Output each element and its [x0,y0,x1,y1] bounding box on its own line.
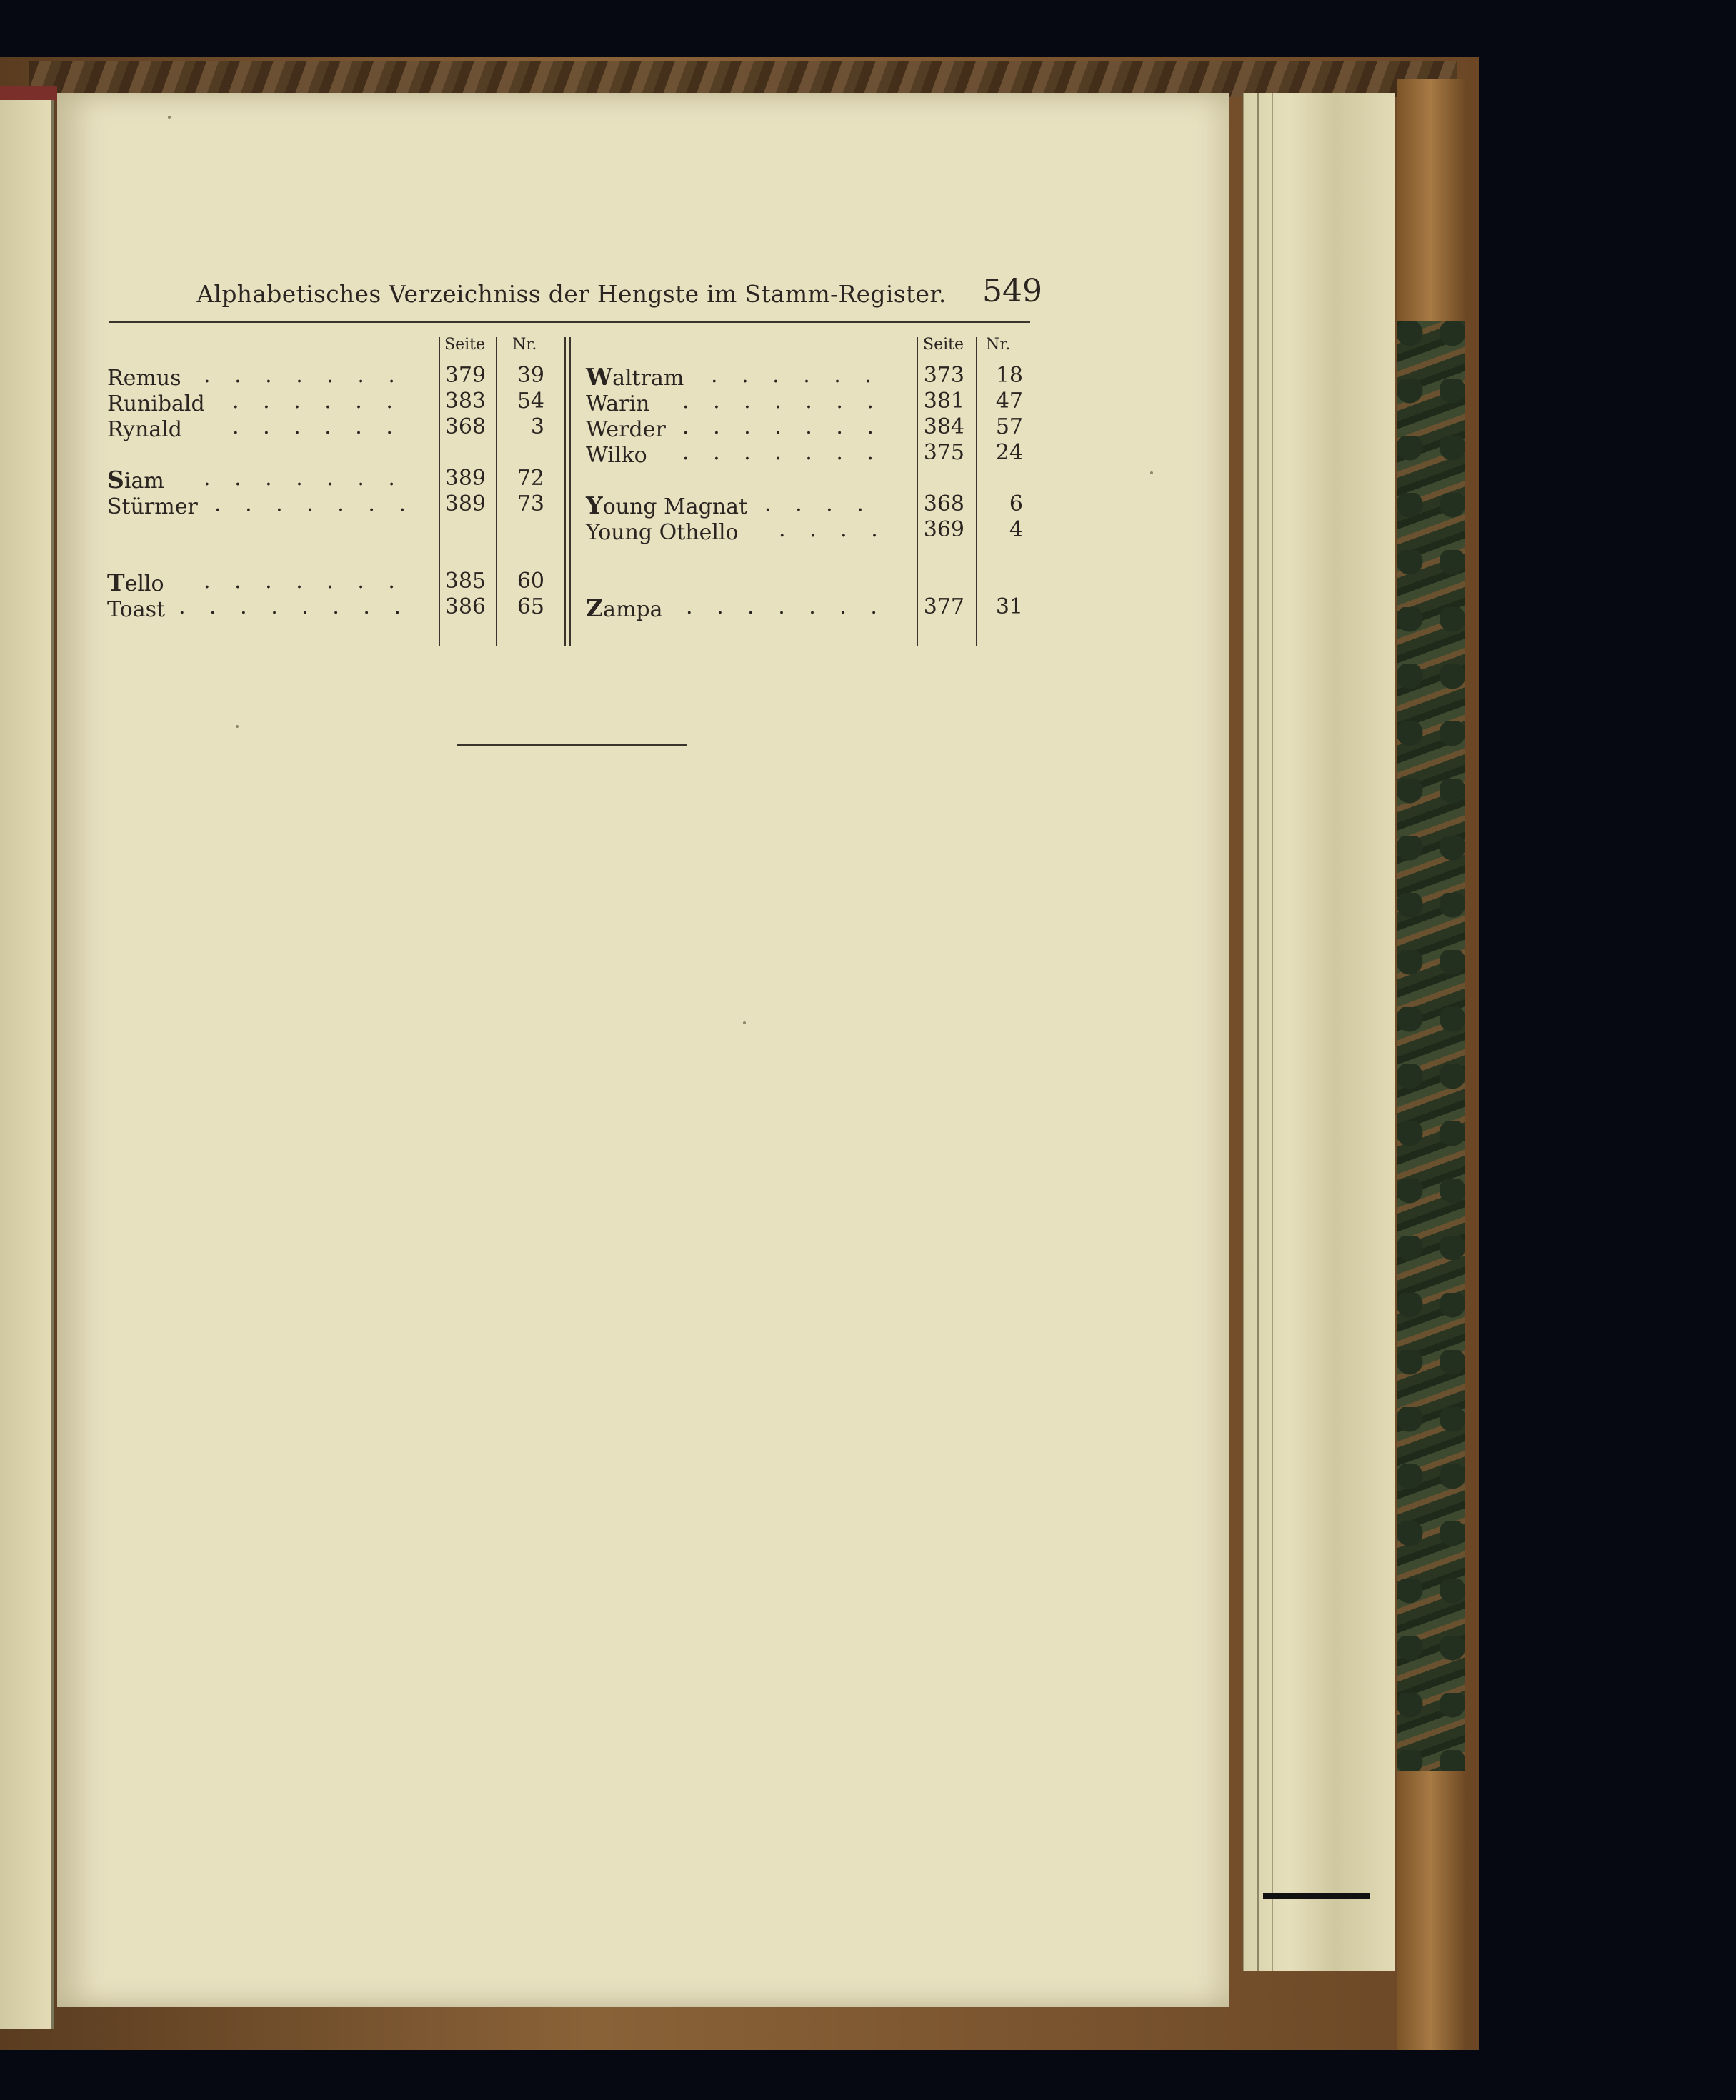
index-row: Toast . . . . . . . . 386 65 [107,594,544,622]
entry-nr: 4 [1009,517,1023,542]
entry-name: Toast [107,597,166,622]
paper-speck [1150,471,1153,474]
entry-nr: 24 [995,440,1023,465]
entry-nr: 65 [517,594,544,619]
entry-name: Young Magnat [586,491,748,519]
entry-name: Tello [107,569,164,596]
entry-nr: 60 [517,569,544,594]
index-row: Werder . . . . . . . 384 57 [586,414,1023,442]
entry-nr: 6 [1009,491,1023,516]
entry-nr: 39 [517,363,544,388]
page-block-edge [1243,93,1395,1971]
index-row: Runibald . . . . . . 383 54 [107,389,544,416]
entry-nr: 54 [517,389,544,414]
entry-seite: 379 [444,363,486,388]
entry-seite: 386 [444,594,486,619]
entry-name: Remus [107,366,181,391]
index-row: Zampa . . . . . . . 377 31 [586,594,1023,622]
spine-leather-bottom [1397,1771,1465,2050]
center-double-divider-2 [569,337,571,646]
end-rule [457,744,687,746]
entry-seite: 384 [923,414,964,439]
entry-seite: 383 [444,389,486,414]
entry-name: Rynald [107,417,183,442]
marbled-board [1397,321,1465,1786]
center-double-divider [564,337,566,646]
paper-speck [168,116,171,119]
index-row: Rynald . . . . . . 368 3 [107,414,544,442]
index-row: Remus . . . . . . . 379 39 [107,363,544,391]
header-rule [109,321,1030,323]
index-row: Wilko . . . . . . . 375 24 [586,440,1023,468]
running-header: Alphabetisches Verzeichniss der Hengste im Stamm-Register. [196,280,947,308]
entry-seite: 369 [923,517,964,542]
page-number: 549 [982,273,1042,309]
entry-name: Warin [586,391,650,416]
entry-name: Zampa [586,594,663,622]
entry-seite: 375 [923,440,964,465]
entry-seite: 389 [444,491,486,516]
entry-name: Runibald [107,391,205,416]
entry-seite: 385 [444,569,486,594]
entry-name: Stürmer [107,494,198,519]
paper-speck [236,725,239,728]
nr-header: Nr. [512,336,537,354]
entry-seite: 377 [923,594,964,619]
cover-edge [29,61,1457,97]
spine-leather-top [1397,79,1465,329]
index-row: Stürmer . . . . . . . 389 73 [107,491,544,519]
entry-name: Young Othello [586,520,739,545]
entry-nr: 73 [517,491,544,516]
paper-speck [743,1021,746,1024]
entry-nr: 47 [995,389,1023,414]
index-row: Siam . . . . . . . 389 72 [107,466,544,494]
entry-name: Waltram [586,363,684,391]
entry-nr: 31 [995,594,1023,619]
left-page-edge [0,100,54,2029]
entry-nr: 3 [530,414,544,439]
bookmark-tab [1263,1893,1370,1899]
nr-header: Nr. [986,336,1011,354]
entry-seite: 368 [444,414,486,439]
entry-seite: 389 [444,466,486,491]
index-row: Young Othello . . . . 369 4 [586,517,1023,545]
entry-name: Wilko [586,443,647,468]
index-row: Warin . . . . . . . 381 47 [586,389,1023,416]
seite-header: Seite [444,336,485,354]
entry-seite: 381 [923,389,964,414]
index-row: Young Magnat . . . . 368 6 [586,491,1023,519]
left-page-edge-red [0,86,57,101]
entry-nr: 18 [995,363,1023,388]
seite-header: Seite [923,336,964,354]
entry-seite: 373 [923,363,964,388]
entry-nr: 72 [517,466,544,491]
index-row: Waltram . . . . . . 373 18 [586,363,1023,391]
entry-seite: 368 [923,491,964,516]
index-row: Tello . . . . . . . 385 60 [107,569,544,596]
entry-nr: 57 [995,414,1023,439]
entry-name: Werder [586,417,666,442]
entry-name: Siam [107,466,164,494]
